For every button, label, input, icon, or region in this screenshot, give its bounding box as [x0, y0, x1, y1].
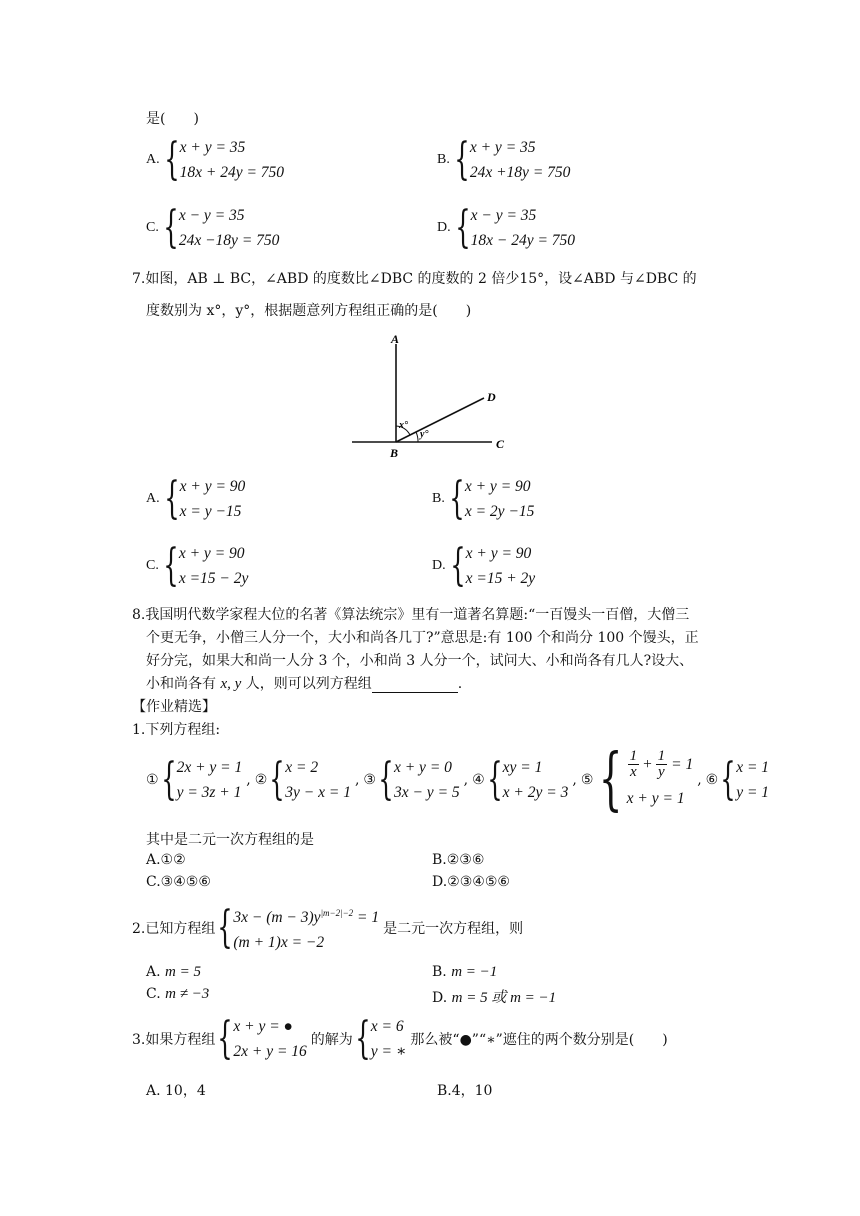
option-label: A. [146, 491, 160, 506]
option-text: m = −1 [451, 964, 498, 980]
equation: x + y = 90 [178, 545, 245, 562]
equation: x + y = 90 [179, 478, 246, 495]
h2-post: 是二元一次方程组，则 [383, 921, 524, 938]
comma: , [246, 772, 251, 788]
point-a-label: A [391, 332, 400, 346]
equation: 18x − 24y = 750 [470, 232, 576, 249]
brace: { [163, 473, 180, 524]
comma: , [463, 772, 469, 788]
equation: x =15 + 2y [465, 570, 536, 587]
equation: x + y = ● [233, 1018, 293, 1035]
point-c-label: C [496, 437, 505, 451]
equation: 18x + 24y = 750 [179, 164, 285, 181]
h1-systems-row [146, 740, 770, 819]
system-1 [146, 755, 242, 805]
h3-stem [132, 1014, 668, 1064]
q6-option-b [437, 135, 570, 185]
system-2 [255, 755, 351, 805]
equation [233, 901, 379, 930]
brace: { [486, 754, 503, 805]
option-text: m = 5 [165, 964, 201, 980]
denominator: x [630, 764, 637, 780]
comma: , [572, 772, 577, 788]
equation: x − y = 35 [178, 207, 245, 224]
q6-option-d [437, 203, 575, 253]
q8-text: 人，则可以列方程组 [241, 676, 372, 692]
equation-part: = 1 [353, 909, 380, 927]
h1-option-b: B.②③⑥ [432, 852, 485, 868]
option-label: D. [432, 558, 446, 573]
h1-option-a: A.①② [146, 852, 186, 868]
brace: { [454, 202, 471, 253]
equation: 3x − y = 5 [393, 784, 460, 801]
equation-tail: = 1 [671, 756, 694, 773]
section-heading: 【作业精选】 [132, 699, 216, 715]
equation: x = y −15 [179, 503, 242, 520]
system-mark: ⑤ [580, 772, 594, 788]
system-mark: ① [146, 772, 159, 788]
brace: { [163, 202, 179, 253]
equation: y = 1 [736, 784, 770, 801]
h3-pre: 3.如果方程组 [132, 1032, 216, 1048]
q8-variables: x, y [220, 676, 242, 692]
point-d-label: D [487, 390, 496, 404]
angle-x-label: x° [399, 420, 408, 431]
brace: { [160, 754, 177, 805]
option-label: C. [146, 220, 159, 235]
h1-ask: 其中是二元一次方程组的是 [146, 832, 314, 848]
brace: { [355, 1013, 371, 1064]
q7-option-a [146, 474, 245, 524]
h1-option-c: C.③④⑤⑥ [146, 874, 211, 890]
q7-option-b [432, 474, 534, 524]
q8-stem-line3: 好分完，如果大和尚一人分 3 个，小和尚 3 人分一个，试问大、小和尚各有几人?设大、 [146, 653, 694, 669]
system-5 [580, 740, 694, 819]
equation [627, 749, 694, 780]
equation: 2x + y = 16 [233, 1043, 307, 1060]
h2-option-d [432, 986, 556, 1007]
equation-part: 3x − (m − 3)y [233, 909, 321, 927]
brace: { [217, 1013, 234, 1064]
comma: , [354, 772, 360, 788]
plus-sign: + [642, 756, 653, 773]
equation: 2x + y = 1 [176, 759, 243, 776]
equation: 24x −18y = 750 [178, 232, 280, 249]
q6-option-a [146, 135, 284, 185]
equation: x + y = 0 [393, 759, 452, 776]
q8-stem-line1: 8.我国明代数学家程大位的名著《算法统宗》里有一道著名算题:“一百馒头一百僧，大僧三 [132, 607, 690, 623]
equation: x = 1 [736, 759, 770, 776]
angle-figure [350, 330, 520, 460]
q7-stem-line2: 度数别为 x°，y°，根据题意列方程组正确的是( ) [146, 303, 472, 319]
q6-option-c [146, 203, 279, 253]
q8-stem-line4 [146, 673, 462, 693]
h3-post: 那么被“●”“∗”遮住的两个数分别是( ) [410, 1032, 668, 1048]
h3-mid: 的解为 [310, 1032, 353, 1048]
equation: x + y = 90 [464, 478, 531, 495]
angle-arc-y [416, 432, 418, 442]
system-mark: ② [254, 772, 268, 788]
numerator: 1 [629, 748, 638, 764]
q7-option-d [432, 541, 535, 591]
q8-stem-line2: 个更无争，小僧三人分一个，大小和尚各几丁?”意思是:有 100 个和尚分 100 个馒头，正 [146, 630, 699, 646]
equation: x = 2 [285, 759, 319, 776]
equation: x − y = 35 [470, 207, 537, 224]
system-6 [706, 755, 769, 805]
brace: { [378, 754, 394, 805]
equation: 3y − x = 1 [285, 784, 351, 801]
system-3 [363, 755, 459, 805]
equation: x + y = 35 [179, 139, 246, 156]
brace: { [449, 540, 466, 591]
h2-option-a [146, 964, 201, 981]
h2-option-c [146, 986, 209, 1003]
brace: { [163, 134, 180, 185]
system-mark: ③ [363, 772, 376, 788]
exponent: |m−2|−2 [320, 908, 354, 918]
equation: x =15 − 2y [178, 570, 249, 587]
h3-option-a: A. 10，4 [146, 1083, 206, 1099]
equation: x = 2y −15 [464, 503, 535, 520]
equation: x + y = 90 [465, 545, 532, 562]
brace: { [269, 754, 285, 805]
option-label: B. [437, 152, 450, 167]
option-text: m = 5 或 m = −1 [451, 990, 557, 1006]
h2-stem [132, 901, 523, 955]
h3-option-b: B.4，10 [437, 1083, 493, 1099]
equation: xy = 1 [502, 759, 543, 776]
q6-stem-tail: 是( ) [146, 111, 199, 127]
option-label: C. [146, 986, 161, 1002]
option-label: C. [146, 558, 159, 573]
equation: x + y = 35 [469, 139, 536, 156]
equation: y = ∗ [370, 1043, 407, 1060]
equation: y = 3z + 1 [176, 784, 242, 801]
system-mark: ④ [472, 772, 485, 788]
denominator: y [658, 764, 665, 780]
brace: { [454, 134, 470, 185]
comma: , [697, 772, 702, 788]
angle-y-label: y° [420, 429, 429, 440]
option-label: A. [146, 964, 161, 980]
equation: x + y = 1 [626, 790, 685, 807]
option-label: B. [432, 491, 445, 506]
brace: { [217, 902, 234, 954]
ray-bd [396, 398, 484, 442]
brace: { [163, 540, 179, 591]
q7-stem-line1: 7.如图，AB ⊥ BC，∠ABD 的度数比∠DBC 的度数的 2 倍少15°，设∠ABD 与∠DBC 的 [132, 271, 697, 287]
h1-stem: 1.下列方程组: [132, 722, 221, 738]
equation: 24x +18y = 750 [469, 164, 571, 181]
option-label: D. [437, 220, 451, 235]
q7-option-c [146, 541, 248, 591]
fraction [656, 749, 668, 780]
option-label: B. [432, 964, 447, 980]
h1-option-d: D.②③④⑤⑥ [432, 874, 510, 890]
brace: { [599, 740, 623, 819]
h2-option-b [432, 964, 497, 981]
equation: (m + 1)x = −2 [233, 934, 325, 952]
answer-blank [372, 678, 458, 693]
numerator: 1 [657, 748, 666, 764]
option-label: D. [432, 990, 448, 1006]
brace: { [449, 473, 465, 524]
system-mark: ⑥ [705, 772, 719, 788]
point-b-label: B [390, 446, 399, 460]
option-text: m ≠ −3 [165, 986, 210, 1002]
option-label: A. [146, 152, 160, 167]
q8-text: . [457, 676, 463, 692]
system-4 [472, 755, 568, 805]
equation: x = 6 [370, 1018, 404, 1035]
fraction [628, 749, 640, 780]
brace: { [720, 754, 736, 805]
q8-text: 小和尚各有 [146, 676, 221, 692]
h2-pre: 2.已知方程组 [132, 921, 216, 938]
equation: x + 2y = 3 [502, 784, 569, 801]
